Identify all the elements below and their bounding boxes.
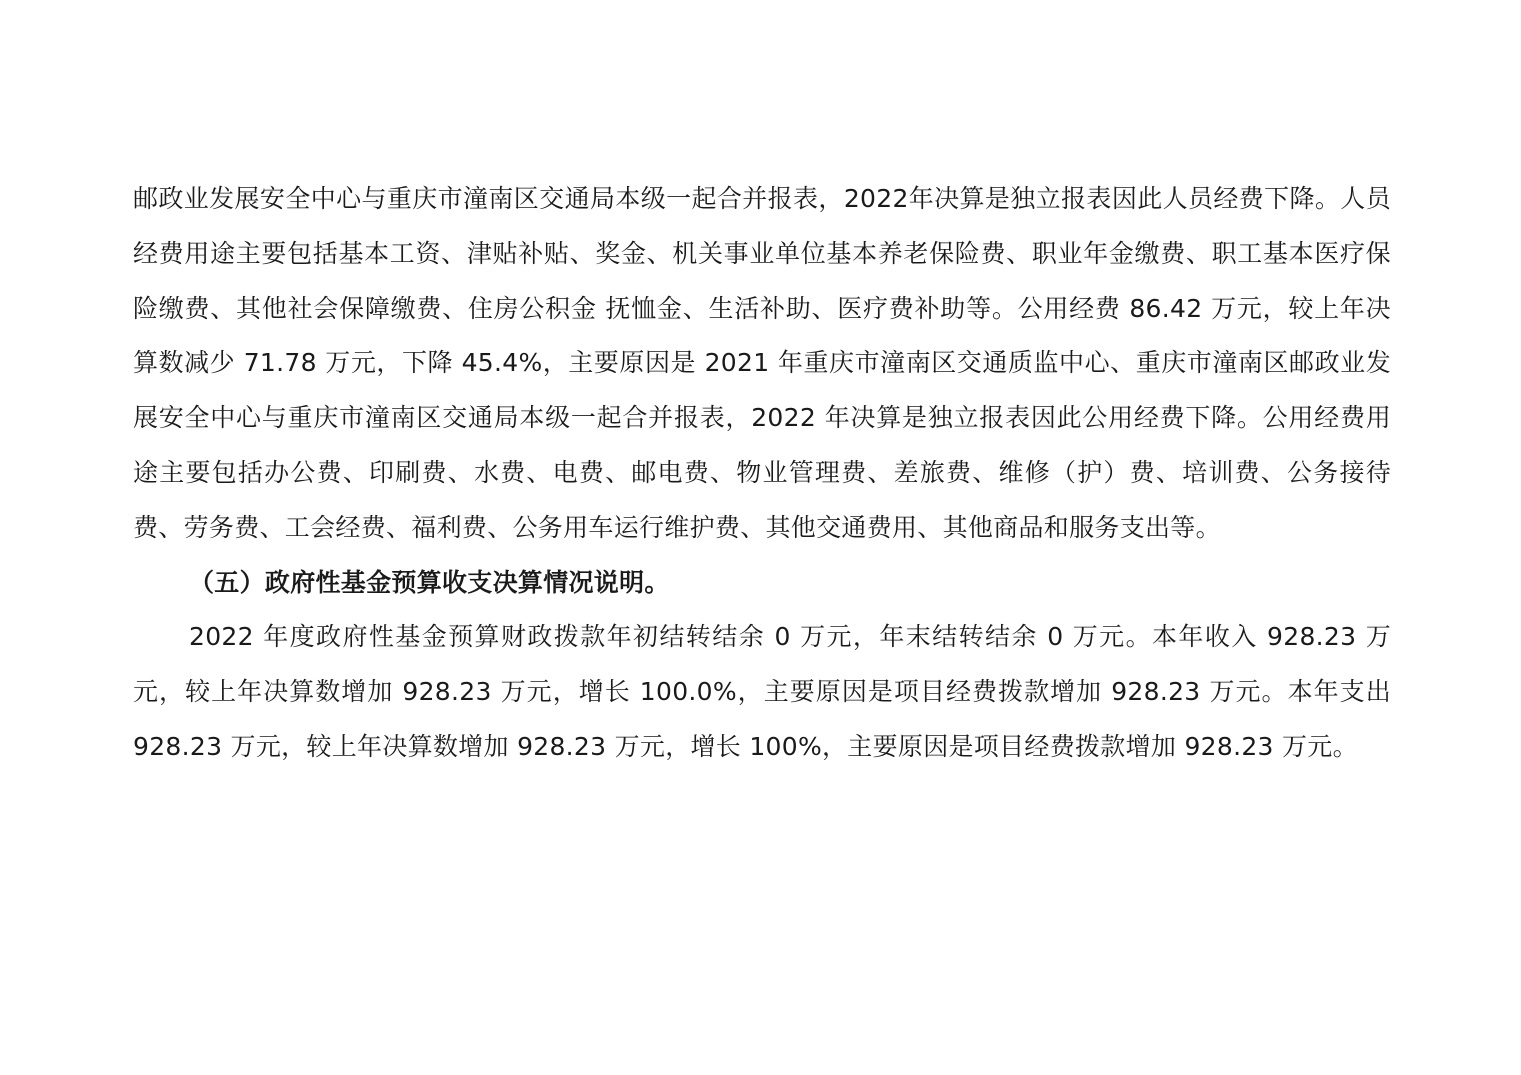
- section-heading-government-fund-budget: （五）政府性基金预算收支决算情况说明。: [189, 567, 670, 597]
- paragraph-personnel-and-public-expenses: 邮政业发展安全中心与重庆市潼南区交通局本级一起合并报表，2022年决算是独立报表因此人员经费下降。人员经费用途主要包括基本工资、津贴补贴、奖金、机关事业单位基本养老保险费、职业年金缴费、职工基本医疗保险缴费、其他社会保障缴费、住房公积金 抚恤金、生活补助、医疗费补助等。公用经费 86.42 万元，较上年决算数减少 71.78 万元，下降 45.4%，主要原因是 2021 年重庆市潼南区交通质监中心、重庆市潼南区邮政业发展安全中心与重庆市潼南区交通局本级一起合并报表，2022 年决算是独立报表因此公用经费下降。公用经费用途主要包括办公费、印刷费、水费、电费、邮电费、物业管理费、差旅费、维修（护）费、培训费、公务接待费、劳务费、工会经费、福利费、公务用车运行维护费、其他交通费用、其他商品和服务支出等。: [133, 184, 1391, 542]
- paragraph-government-fund-budget: 2022 年度政府性基金预算财政拨款年初结转结余 0 万元，年末结转结余 0 万元。本年收入 928.23 万元，较上年决算数增加 928.23 万元，增长 100.0%，主要原因是项目经费拨款增加 928.23 万元。本年支出 928.23 万元，较上年决算数增加 928.23 万元，增长 100%，主要原因是项目经费拨款增加 928.23 万元。: [133, 622, 1391, 761]
- document-body: [133, 172, 1391, 775]
